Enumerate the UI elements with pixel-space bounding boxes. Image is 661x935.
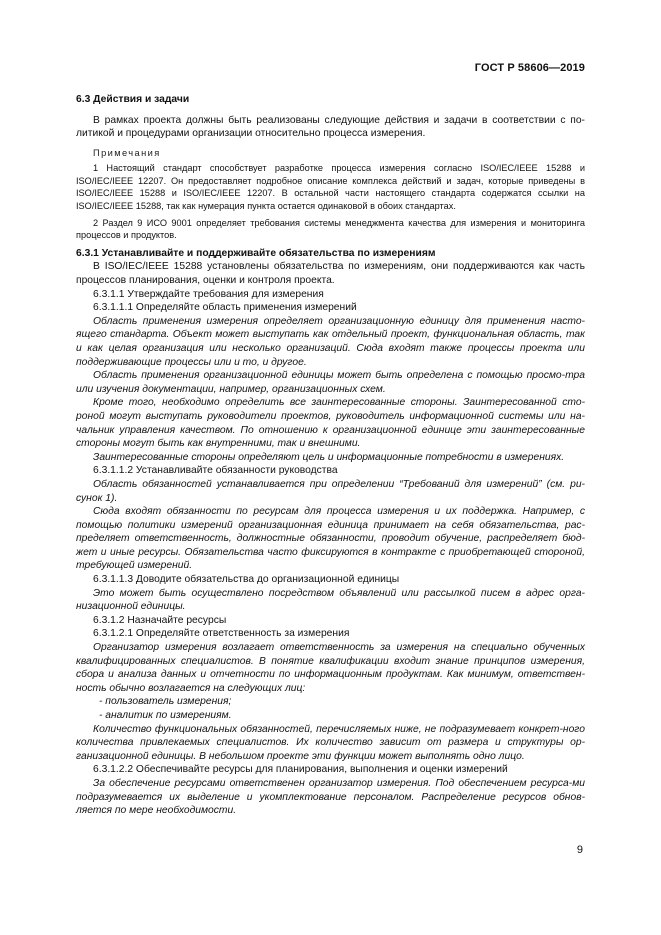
- paragraph-responsibilities: Область обязанностей устанавливается при определении “Требований для измерений” (см. ри-сунок 1).: [76, 478, 585, 504]
- clause-6-3-1-2-2: 6.3.1.2.2 Обеспечивайте ресурсы для планирования, выполнения и оценки измерений: [93, 764, 508, 776]
- list-item: - пользователь измерения;: [99, 696, 232, 708]
- clause-6-3-1-1-2: 6.3.1.1.2 Устанавливайте обязанности руководства: [93, 465, 338, 477]
- clause-6-3-1-2-1: 6.3.1.2.1 Определяйте ответственность за измерения: [93, 628, 350, 640]
- paragraph-stakeholder-needs: Заинтересованные стороны определяют цель и информационные потребности в измерениях.: [93, 451, 565, 463]
- paragraph-scope-docs: Область применения организационной единицы может быть определена с помощью просмо-тра или изучения документации, например, организационных схем.: [76, 370, 585, 395]
- document-id: ГОСТ Р 58606—2019: [474, 62, 585, 74]
- page-content: [76, 93, 585, 818]
- clause-6-3-1-1: 6.3.1.1 Утверждайте требования для измерения: [93, 288, 324, 300]
- paragraph-announcements: Это может быть осуществлено посредством объявлений или рассылкой писем в адрес орга-низационной единицы.: [76, 587, 585, 613]
- paragraph-measurement-responsibility: Организатор измерения возлагает ответственность за измерения на специально обученных квалифицированных специалистов. В понятие квалификации входит знание принципов измерения, сбора и анализа данных и отчетности по информационным продуктам. Как минимум, ответствен-ность обычно возлагается на следующих лиц:: [76, 642, 585, 694]
- page-number: 9: [576, 844, 583, 856]
- clause-6-3-1-2: 6.3.1.2 Назначайте ресурсы: [93, 614, 227, 626]
- list-item: - аналитик по измерениям.: [99, 710, 232, 721]
- note-1: 1 Настоящий стандарт способствует разработке процесса измерения согласно ISO/IEC/IEEE 15288 и ISO/IEC/IEEE 12207. Он предоставляет подробное описание комплекса действий и задач, которые приведены в ISO/IEC/IEEE 15288 и ISO/IEC/IEEE 12207. В остальной части настоящего стандарта содержатся ссылки на ISO/IEC/IEEE 15288, так как нумерация пункта остается одинаковой в обоих стандартах.: [76, 163, 585, 211]
- paragraph-resources: Сюда входят обязанности по ресурсам для процесса измерения и их поддержка. Например, с помощью политики измерений организационная единица принимает на себя обязательства, рас-пределяет ответственность, должностные обязанности, проводит обучение, распределяет бюд-жет и иные ресурсы. Обязательства часто фиксируются в контракте с приобретающей стороной, требующей измерений.: [76, 506, 585, 572]
- notes-title: Примечания: [93, 147, 161, 158]
- paragraph-functions: Количество функциональных обязанностей, перечисляемых ниже, не подразумевает конкрет-ного количества привлекаемых специалистов. Их количество зависит от размера и структуры ор-ганизационной единицы. В небольшом проекте эти функции может выполнять одно лицо.: [76, 723, 585, 762]
- subsection-intro: В ISO/IEC/IEEE 15288 установлены обязательства по измерениям, они поддерживаются как часть процессов планирования, оценки и контроля проекта.: [76, 261, 585, 286]
- section-intro: В рамках проекта должны быть реализованы следующие действия и задачи в соответствии с по-литикой и процедурами организации относительно процесса измерения.: [76, 114, 585, 140]
- clause-6-3-1-1-1: 6.3.1.1.1 Определяйте область применения измерений: [93, 302, 357, 314]
- paragraph-stakeholders: Кроме того, необходимо определить все заинтересованные стороны. Заинтересованной сто-роной могут выступать руководители проектов, руководитель информационной системы или на-чальник управления качеством. По отношению к организационной единице эти заинтересованные стороны могут быть как внутренними, так и внешними.: [76, 397, 585, 450]
- paragraph-scope: Область применения измерения определяет организационную единицу для применения насто-ящего стандарта. Объект может выступать как отдельный проект, функциональная область, так и как целая организация или несколько организаций. Сюда входят также процессы проекта или поддерживающие процессы или и то, и другое.: [76, 315, 585, 368]
- paragraph-resourcing: За обеспечение ресурсами ответственен организатор измерения. Под обеспечением ресурса-ми подразумевается их выделение и укомплектование персоналом. Распределение ресурсов обнов-ляется по мере необходимости.: [76, 777, 585, 817]
- clause-6-3-1-1-3: 6.3.1.1.3 Доводите обязательства до организационной единицы: [93, 574, 400, 586]
- note-2: 2 Раздел 9 ИСО 9001 определяет требования системы менеджмента качества для измерения и мониторинга процессов и продуктов.: [76, 218, 585, 241]
- section-title: 6.3 Действия и задачи: [76, 94, 190, 105]
- subsection-title: 6.3.1 Устанавливайте и поддерживайте обязательства по измерениям: [76, 247, 436, 259]
